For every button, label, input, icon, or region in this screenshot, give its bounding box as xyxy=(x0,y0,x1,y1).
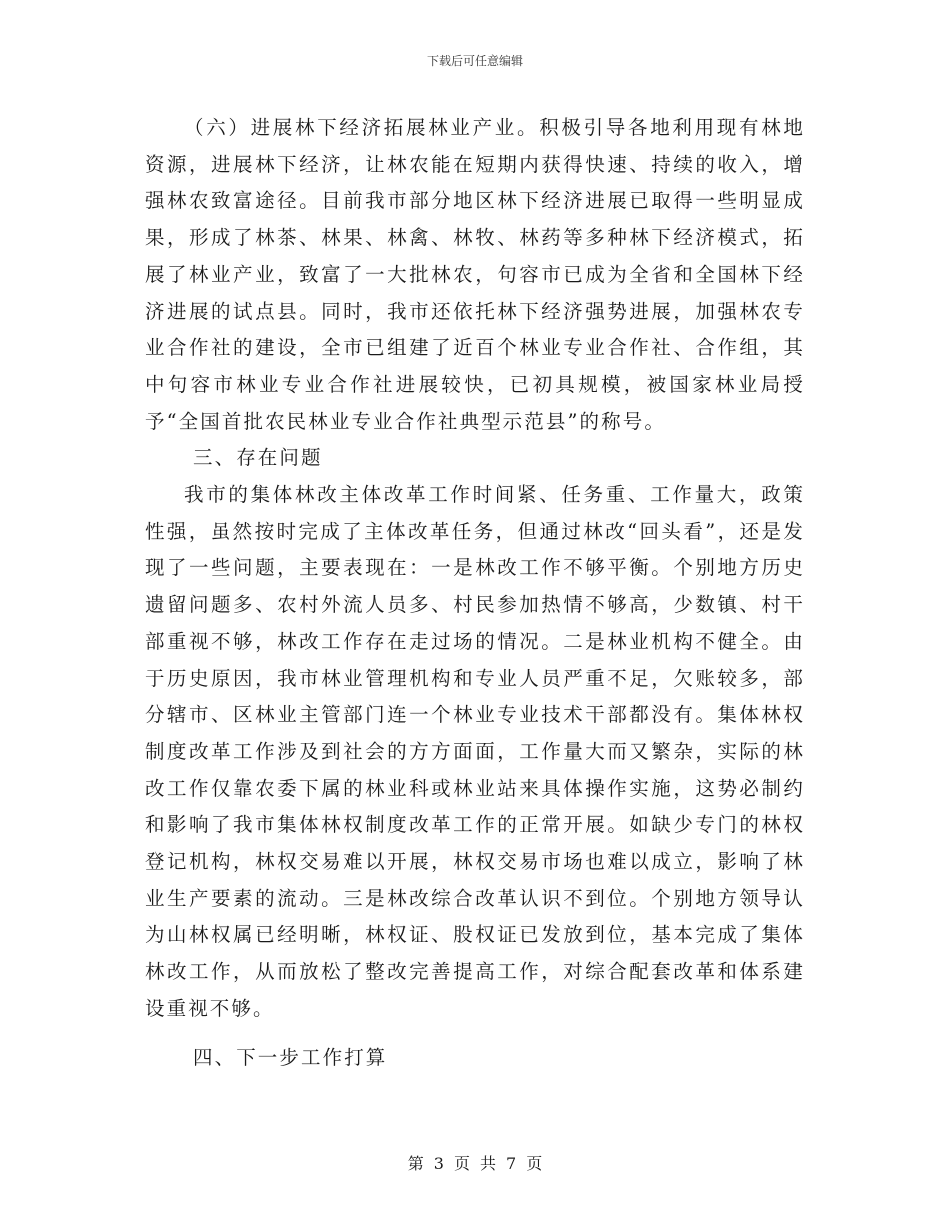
section-heading-next-steps: 四、下一步工作打算 xyxy=(193,1045,388,1069)
page-current-number: 3 xyxy=(433,1154,444,1173)
page-total-number: 7 xyxy=(506,1154,517,1173)
page-label-prefix: 第 xyxy=(407,1154,424,1173)
page-label-suffix: 页 xyxy=(526,1154,543,1173)
page-label-total-prefix: 共 xyxy=(480,1154,497,1173)
page-label-middle: 页 xyxy=(453,1154,470,1173)
document-body xyxy=(145,110,805,1076)
page-footer xyxy=(0,1151,950,1174)
paragraph-forestry-economy: （六）进展林下经济拓展林业产业。积极引导各地利用现有林地资源，进展林下经济，让林农能在短期内获得快速、持续的收入，增强林农致富途径。目前我市部分地区林下经济进展已取得一些明显成果，形成了林茶、林果、林禽、林牧、林药等多种林下经济模式，拓展了林业产业，致富了一大批林农，句容市已成为全省和全国林下经济进展的试点县。同时，我市还依托林下经济强势进展，加强林农专业合作社的建设，全市已组建了近百个林业专业合作社、合作组，其中句容市林业专业合作社进展较快，已初具规模，被国家林业局授予“全国首批农民林业专业合作社典型示范县”的称号。 xyxy=(145,116,805,433)
paragraph-problems: 我市的集体林改主体改革工作时间紧、任务重、工作量大，政策性强，虽然按时完成了主体改革任务，但通过林改“回头看”，还是发现了一些问题，主要表现在：一是林改工作不够平衡。个别地方历史遗留问题多、农村外流人员多、村民参加热情不够高，少数镇、村干部重视不够，林改工作存在走过场的情况。二是林业机构不健全。由于历史原因，我市林业管理机构和专业人员严重不足，欠账较多，部分辖市、区林业主管部门连一个林业专业技术干部都没有。集体林权制度改革工作涉及到社会的方方面面，工作量大而又繁杂，实际的林改工作仅靠农委下属的林业科或林业站来具体操作实施，这势必制约和影响了我市集体林权制度改革工作的正常开展。如缺少专门的林权登记机构，林权交易难以开展，林权交易市场也难以成立，影响了林业生产要素的流动。三是林改综合改革认识不到位。个别地方领导认为山林权属已经明晰，林权证、股权证已发放到位，基本完成了集体林改工作，从而放松了整改完善提高工作，对综合配套改革和体系建设重视不够。 xyxy=(145,483,805,1020)
section-heading-problems: 三、存在问题 xyxy=(193,446,323,470)
header-note: 下载后可任意编辑 xyxy=(426,54,523,68)
